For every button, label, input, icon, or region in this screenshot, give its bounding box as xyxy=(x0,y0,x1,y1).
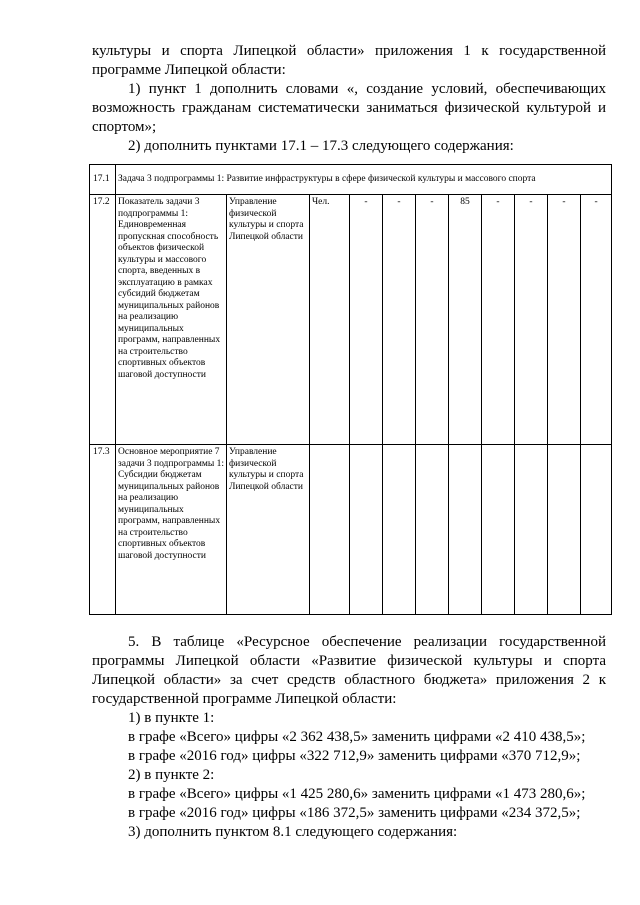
executor: Управление физической культуры и спорта Липецкой области xyxy=(227,445,310,615)
item1-line-b: возможность гражданам систематически заниматься физической культурой и xyxy=(92,100,606,116)
empty-cell xyxy=(350,445,383,615)
item2-line: 2) дополнить пунктами 17.1 – 17.3 следующего содержания: xyxy=(128,138,514,154)
empty-cell xyxy=(482,445,515,615)
value-cell: - xyxy=(581,195,612,445)
intro-line-2: программе Липецкой области: xyxy=(92,62,286,78)
section5-line-1: 5. В таблице «Ресурсное обеспечение реализации государственной xyxy=(128,634,606,650)
section5-point-1b: в графе «2016 год» цифры «322 712,9» заменить цифрами «370 712,9»; xyxy=(128,748,581,764)
intro-line-1: культуры и спорта Липецкой области» приложения 1 к государственной xyxy=(92,43,606,59)
value-cell: - xyxy=(482,195,515,445)
unit: Чел. xyxy=(310,195,350,445)
section5-point-2: 2) в пункте 2: xyxy=(128,767,215,783)
item1-line-c: спортом»; xyxy=(92,119,157,135)
section5-point-3: 3) дополнить пунктом 8.1 следующего содержания: xyxy=(128,824,458,840)
executor: Управление физической культуры и спорта Липецкой области xyxy=(227,195,310,445)
table-row xyxy=(90,445,612,615)
row-number: 17.3 xyxy=(90,445,116,615)
section5-point-2b: в графе «2016 год» цифры «186 372,5» заменить цифрами «234 372,5»; xyxy=(128,805,581,821)
task-title: Задача 3 подпрограммы 1: Развитие инфраструктуры в сфере физической культуры и массового спорта xyxy=(116,165,612,195)
table-row xyxy=(90,195,612,445)
empty-cell xyxy=(515,445,548,615)
row-number: 17.1 xyxy=(90,165,116,195)
section5-line-2: программы Липецкой области «Развитие физической культуры и спорта xyxy=(92,653,606,669)
section5-point-1: 1) в пункте 1: xyxy=(128,710,215,726)
indicator-name: Показатель задачи 3 подпрограммы 1: Единовременная пропускная способность объектов физической культуры и массового спорта, введенных в эксплуатацию в рамках субсидий бюджетам муниципальных районов на реализацию муниципальных программ, направленных на строительство спортивных объектов шаговой доступности xyxy=(116,195,227,445)
table-row xyxy=(90,165,612,195)
section5-point-2a: в графе «Всего» цифры «1 425 280,6» заменить цифрами «1 473 280,6»; xyxy=(128,786,586,802)
row-number: 17.2 xyxy=(90,195,116,445)
empty-cell xyxy=(310,445,350,615)
empty-cell xyxy=(449,445,482,615)
section5-line-3: Липецкой области» за счет средств областного бюджета» приложения 2 к xyxy=(92,672,606,688)
value-cell: - xyxy=(548,195,581,445)
section5-point-1a: в графе «Всего» цифры «2 362 438,5» заменить цифрами «2 410 438,5»; xyxy=(128,729,586,745)
value-cell: - xyxy=(383,195,416,445)
section5-line-4: государственной программе Липецкой области: xyxy=(92,691,397,707)
empty-cell xyxy=(416,445,449,615)
item1-line-a: 1) пункт 1 дополнить словами «, создание условий, обеспечивающих xyxy=(128,81,606,97)
value-cell: 85 xyxy=(449,195,482,445)
value-cell: - xyxy=(416,195,449,445)
value-cell: - xyxy=(515,195,548,445)
activity-name: Основное мероприятие 7 задачи 3 подпрограммы 1: Субсидии бюджетам муниципальных районов на реализацию муниципальных программ, направленных на строительство спортивных объектов шаговой доступности xyxy=(116,445,227,615)
empty-cell xyxy=(383,445,416,615)
empty-cell xyxy=(548,445,581,615)
indicators-table xyxy=(89,164,612,615)
empty-cell xyxy=(581,445,612,615)
value-cell: - xyxy=(350,195,383,445)
